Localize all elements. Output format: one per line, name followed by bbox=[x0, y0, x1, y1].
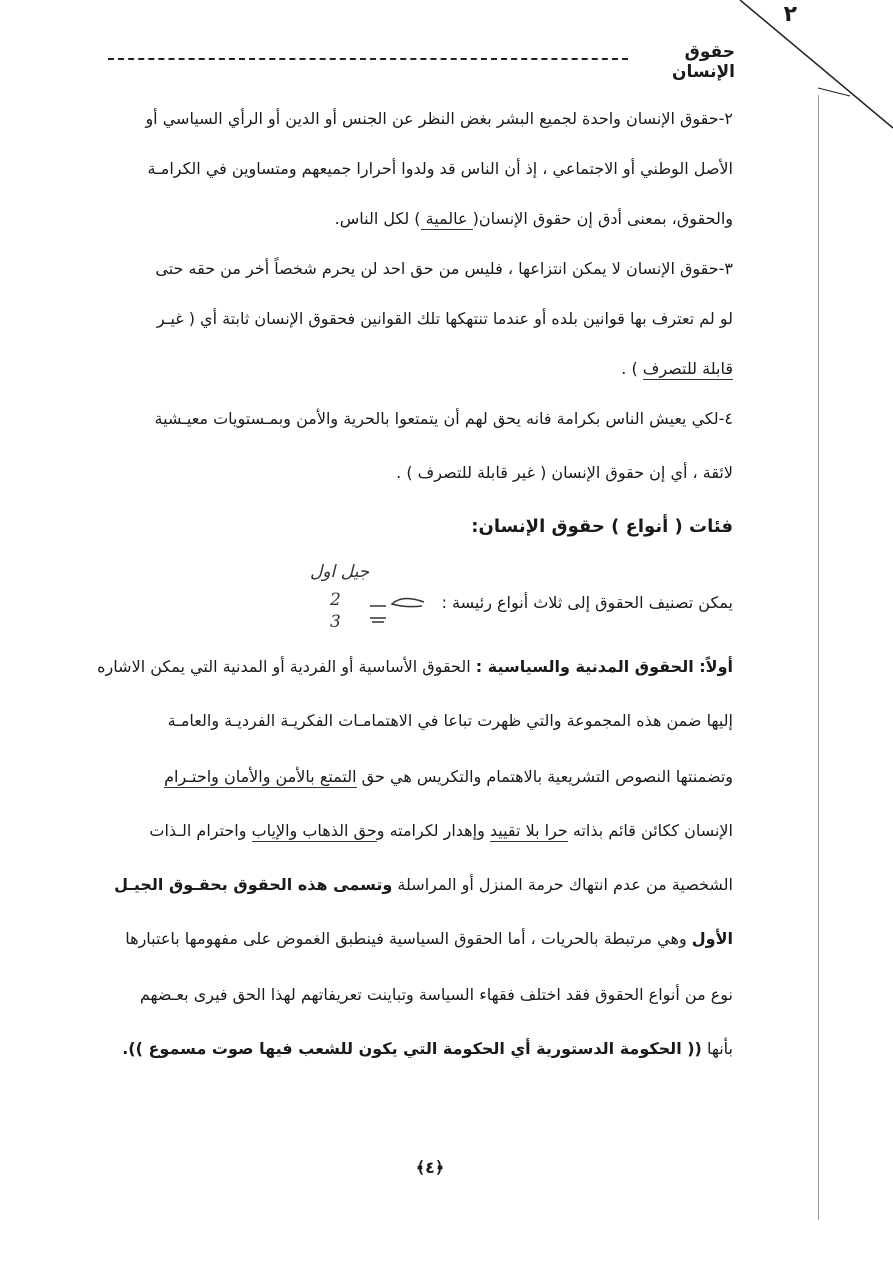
p2-line1: ٢-حقوق الإنسان واحدة لجميع البشر بغض النظر عن الجنس أو الدين أو الرأي السياسي أو bbox=[145, 109, 733, 128]
section-intro: يمكن تصنيف الحقوق إلى ثلاث أنواع رئيسة : bbox=[441, 593, 733, 612]
p4-line2: لائقة ، أي إن حقوق الإنسان ( غير قابلة للتصرف ) . bbox=[396, 463, 733, 482]
underlined-universal: عالمية bbox=[420, 209, 473, 228]
first-line3-a: وتضمنتها النصوص التشريعية بالاهتمام والتكريس هي حق bbox=[356, 767, 733, 786]
p3-line1: ٣-حقوق الإنسان لا يمكن انتزاعها ، فليس من حق احد لن يحرم شخصاً أخر من حقه حتى bbox=[155, 259, 733, 278]
p2-line2: الأصل الوطني أو الاجتماعي ، إذ أن الناس قد ولدوا أحرارا جميعهم ومتساوين في الكرامـة bbox=[147, 159, 733, 178]
margin-line bbox=[818, 95, 819, 1220]
first-line7: نوع من أنواع الحقوق فقد اختلف فقهاء السياسة وتباينت تعريفاتهم لهذا الحق فيرى بعـضهم bbox=[139, 985, 733, 1004]
p4-line1: ٤-لكي يعيش الناس بكرامة فانه يحق لهم أن يتمتعوا بالحرية والأمن وبمـستويات معيـشية bbox=[154, 409, 733, 428]
underlined-movement: حق الذهاب والإياب bbox=[251, 821, 377, 840]
first-line8-a: بأنها bbox=[701, 1039, 733, 1058]
first-line6 bbox=[125, 928, 733, 950]
corner-fold-line bbox=[720, 0, 893, 130]
handwritten-number-3: 3 bbox=[330, 612, 341, 632]
corner-mark: ٢ bbox=[783, 2, 797, 27]
first-line4 bbox=[149, 820, 733, 842]
first-line1-rest: الحقوق الأساسية أو الفردية أو المدنية التي يمكن الاشاره bbox=[97, 657, 476, 676]
first-line5 bbox=[114, 874, 733, 896]
first-line4-b: وإهدار لكرامته و bbox=[376, 821, 490, 840]
p3-line3 bbox=[621, 358, 733, 380]
section-heading: فئات ( أنواع ) حقوق الإنسان: bbox=[471, 516, 733, 537]
handwritten-number-2: 2 bbox=[330, 590, 341, 610]
p3-line3-b: ) . bbox=[621, 359, 643, 378]
underlined-inalienable: قابلة للتصرف bbox=[642, 359, 733, 378]
first-line5-a: الشخصية من عدم انتهاك حرمة المنزل أو المراسلة bbox=[392, 875, 733, 894]
handwritten-label: جيل اول bbox=[310, 562, 370, 582]
p3-line2: لو لم تعترف بها قوانين بلده أو عندما تنتهكها تلك القوانين فحقوق الإنسان ثابتة أي ( غيـر bbox=[156, 309, 733, 328]
header-dashed-line bbox=[108, 58, 628, 60]
first-line6-b: وهي مرتبطة بالحريات ، أما الحقوق السياسية فينطبق الغموض على مفهومها باعتبارها bbox=[125, 929, 692, 948]
first-line6-a: الأول bbox=[691, 929, 733, 948]
first-line3 bbox=[164, 766, 733, 788]
page-number: ﴾٤﴿ bbox=[415, 1158, 445, 1177]
first-line8-b: (( الحكومة الدستورية أي الحكومة التي يكون للشعب فيها صوت مسموع )). bbox=[122, 1039, 702, 1058]
p2-line3 bbox=[335, 208, 733, 230]
first-line5-b: وتسمى هذه الحقوق بحقـوق الجيـل bbox=[114, 875, 393, 894]
first-line1 bbox=[97, 656, 733, 678]
first-line2: إليها ضمن هذه المجموعة والتي ظهرت تباعا في الاهتمامـات الفكريـة الفرديـة والعامـة bbox=[167, 711, 733, 730]
header-title: حقوق الإنسان bbox=[671, 42, 735, 82]
p2-line3-a: والحقوق، بمعنى أدق إن حقوق الإنسان( bbox=[472, 209, 733, 228]
first-line8 bbox=[122, 1038, 733, 1060]
underlined-security: التمتع بالأمن والأمان واحتـرام bbox=[164, 767, 357, 786]
underlined-free: حرا بلا تقييد bbox=[489, 821, 568, 840]
handwritten-arrow-icon bbox=[362, 588, 432, 628]
first-title: أولاً: الحقوق المدنية والسياسية : bbox=[475, 657, 733, 676]
first-line4-a: الإنسان ككائن قائم بذاته bbox=[567, 821, 733, 840]
first-line4-c: واحترام الـذات bbox=[149, 821, 252, 840]
p2-line3-b: ) لكل الناس. bbox=[334, 209, 421, 228]
